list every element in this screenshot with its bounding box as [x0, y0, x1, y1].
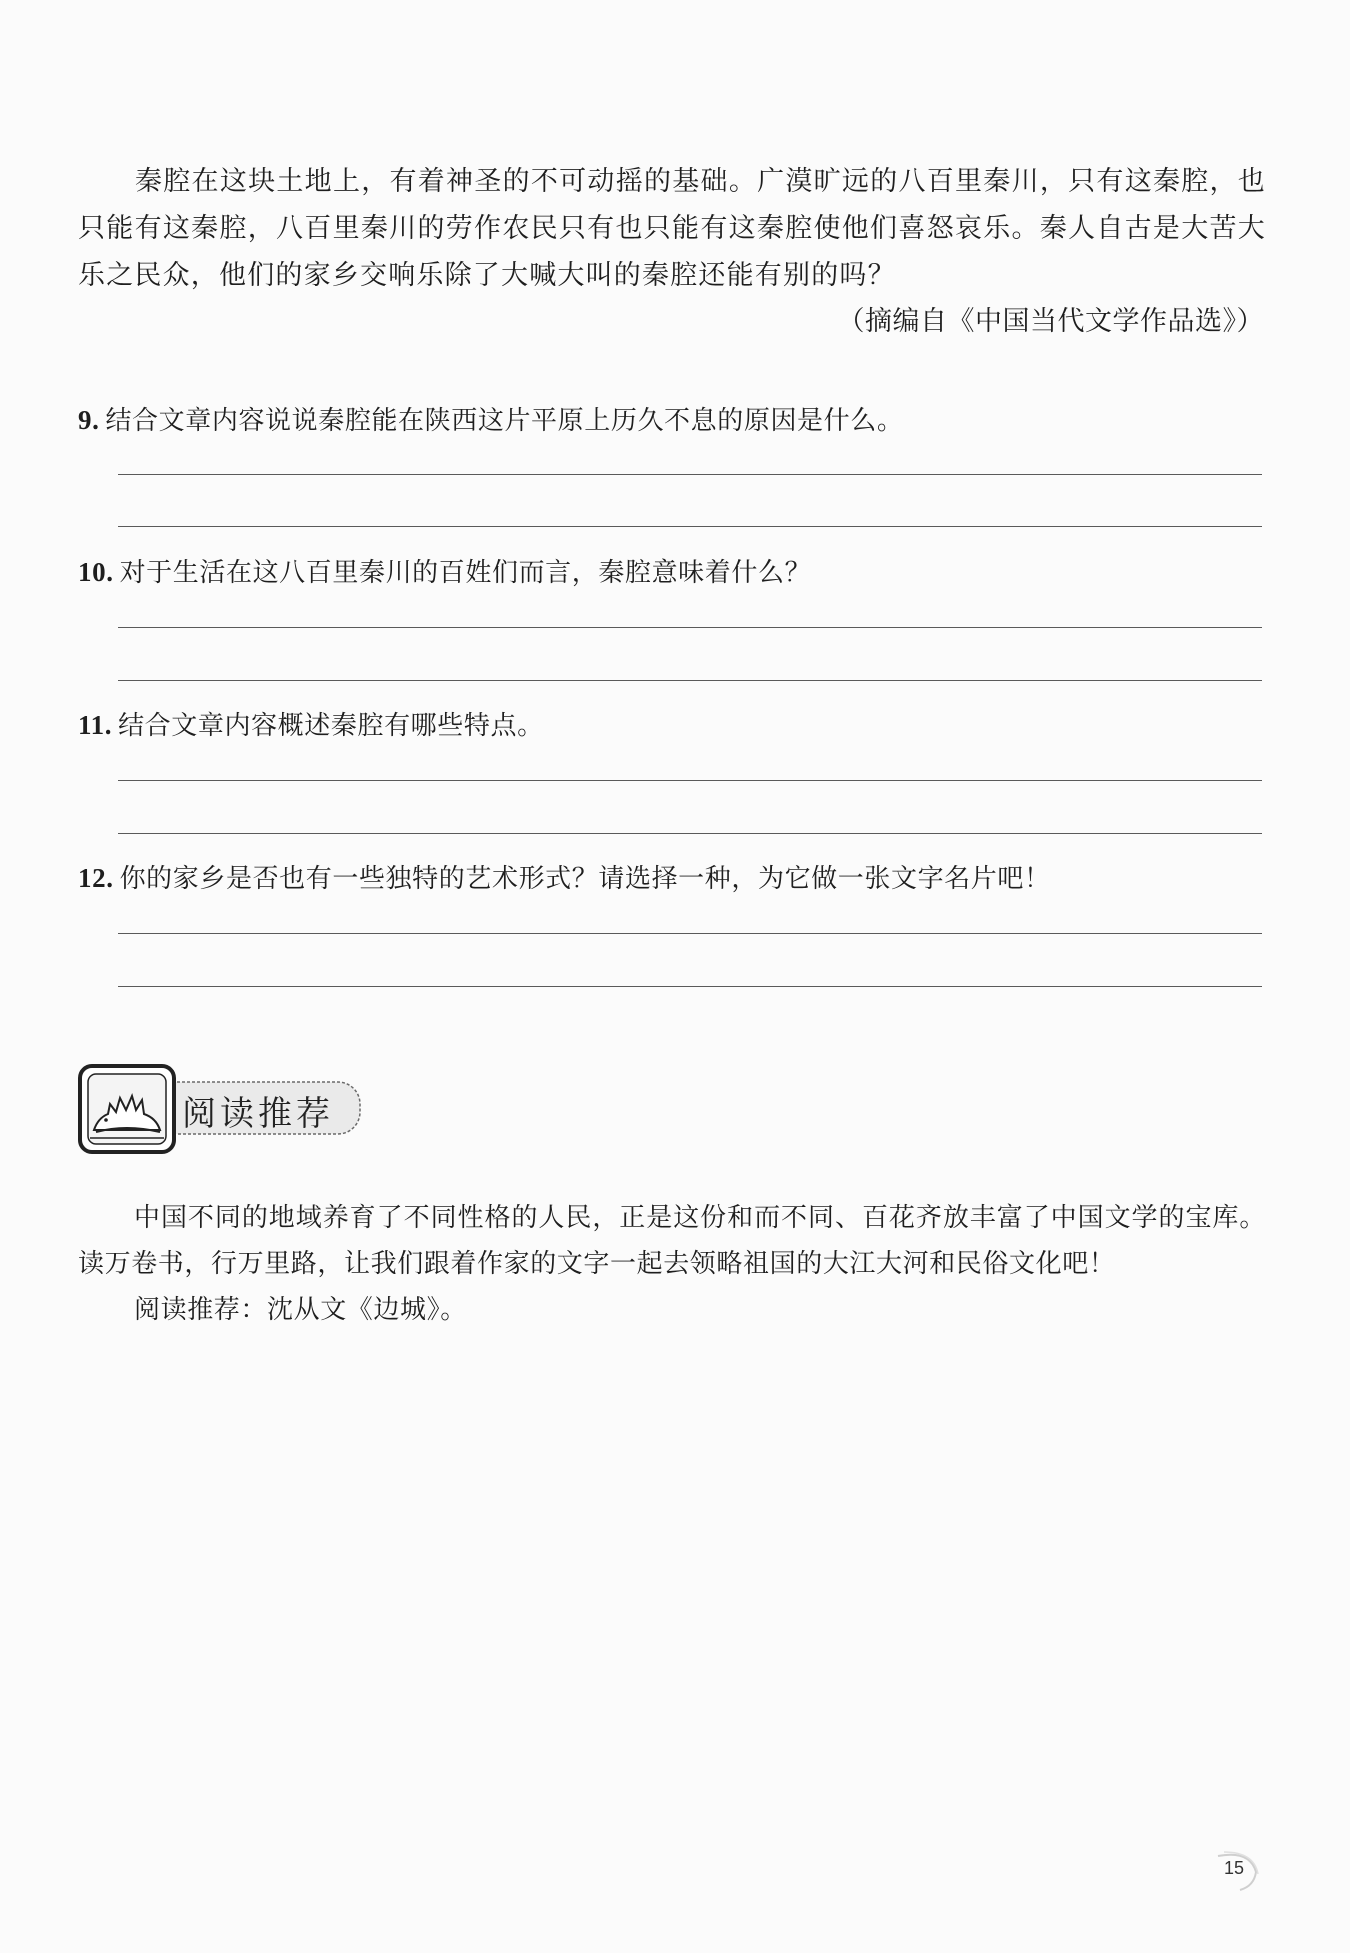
answer-line[interactable] — [118, 627, 1262, 628]
passage-paragraph: 秦腔在这块土地上，有着神圣的不可动摇的基础。广漠旷远的八百里秦川，只有这秦腔，也只能有这秦腔，八百里秦川的劳作农民只有也只能有这秦腔使他们喜怒哀乐。秦人自古是大苦大乐之民众，他们的家乡交响乐除了大喊大叫的秦腔还能有别的吗？ — [78, 166, 1266, 291]
reading-recommendation-header — [76, 1060, 366, 1156]
question-text: 结合文章内容说说秦腔能在陕西这片平原上历久不息的原因是什么。 — [105, 406, 904, 436]
dinosaur-icon — [80, 1066, 174, 1152]
question-12 — [78, 858, 1051, 899]
page-number-badge — [1210, 1848, 1260, 1892]
answer-line[interactable] — [118, 526, 1262, 527]
answer-line[interactable] — [118, 933, 1262, 934]
page-number: 15 — [1224, 1858, 1245, 1878]
question-number: 11. — [78, 710, 113, 740]
question-9 — [78, 400, 903, 441]
answer-line[interactable] — [118, 780, 1262, 781]
passage-source: （摘编自《中国当代文学作品选》） — [837, 306, 1264, 337]
question-number: 10. — [78, 557, 114, 587]
question-10 — [78, 552, 811, 593]
answer-line[interactable] — [118, 680, 1262, 681]
question-text: 结合文章内容概述秦腔有哪些特点。 — [118, 711, 544, 741]
question-text: 对于生活在这八百里秦川的百姓们而言，秦腔意味着什么？ — [119, 558, 812, 588]
answer-line[interactable] — [118, 833, 1262, 834]
question-number: 12. — [78, 863, 114, 893]
question-text: 你的家乡是否也有一些独特的艺术形式？请选择一种，为它做一张文字名片吧！ — [119, 864, 1051, 894]
recommended-book: 阅读推荐：沈从文《边城》。 — [134, 1295, 467, 1325]
question-11 — [78, 705, 544, 746]
answer-line[interactable] — [118, 986, 1262, 987]
recommendation-paragraph: 中国不同的地域养育了不同性格的人民，正是这份和而不同、百花齐放丰富了中国文学的宝库。读万卷书，行万里路，让我们跟着作家的文字一起去领略祖国的大江大河和民俗文化吧！ — [78, 1203, 1266, 1279]
passage-excerpt — [78, 158, 1266, 299]
reading-recommendation-text — [78, 1195, 1266, 1333]
question-number: 9. — [78, 405, 100, 435]
answer-line[interactable] — [118, 474, 1262, 475]
reading-header-title: 阅读推荐 — [182, 1094, 334, 1134]
